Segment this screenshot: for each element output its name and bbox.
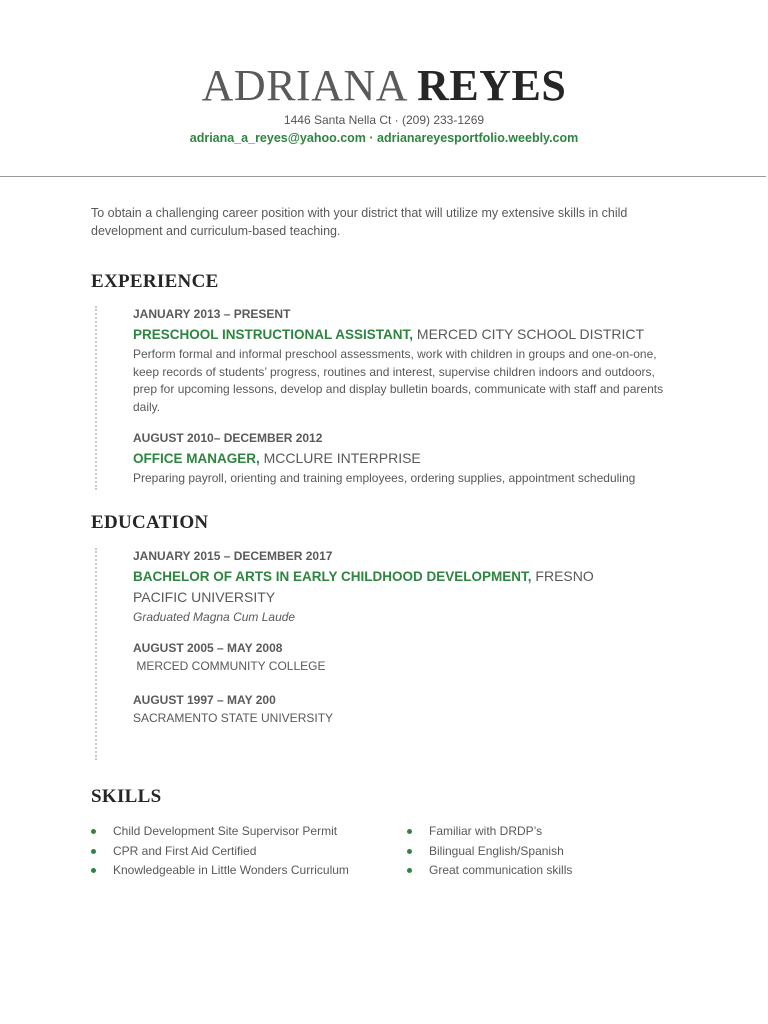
job-title: OFFICE MANAGER, xyxy=(133,451,260,466)
job-title: PRESCHOOL INSTRUCTIONAL ASSISTANT, xyxy=(133,327,414,342)
objective-statement: To obtain a challenging career position with your district that will utilize my extensive skills in child development and curriculum-based teaching. xyxy=(91,206,628,238)
education-entry xyxy=(133,548,633,624)
job-role xyxy=(133,324,678,345)
skill-item xyxy=(91,822,349,842)
bullet-icon xyxy=(91,868,96,873)
skill-item xyxy=(91,861,349,881)
school-name: SACRAMENTO STATE UNIVERSITY xyxy=(133,711,334,725)
school-name: MERCED COMMUNITY COLLEGE xyxy=(133,659,326,673)
job-employer: MCCLURE INTERPRISE xyxy=(263,450,421,466)
bullet-icon xyxy=(407,829,412,834)
education-degree xyxy=(133,566,633,607)
skills-list-right xyxy=(407,822,572,881)
bullet-icon xyxy=(91,829,96,834)
job-entry xyxy=(133,306,678,416)
skill-text: CPR and First Aid Certified xyxy=(113,843,257,858)
skill-text: Knowledgeable in Little Wonders Curriculum xyxy=(113,863,349,877)
skill-text: Great communication skills xyxy=(429,863,573,877)
experience-timeline xyxy=(95,306,97,490)
school-name: FRESNO PACIFIC UNIVERSITY xyxy=(133,568,594,605)
skills-heading: SKILLS xyxy=(91,786,162,807)
education-timeline xyxy=(95,548,97,760)
job-role xyxy=(133,448,678,469)
first-name: ADRIANA xyxy=(201,61,406,110)
bullet-icon xyxy=(407,849,412,854)
education-dates: AUGUST 2005 – MAY 2008 xyxy=(133,641,283,655)
job-entry xyxy=(133,430,678,488)
job-employer: MERCED CITY SCHOOL DISTRICT xyxy=(416,326,645,342)
skill-text: Bilingual English/Spanish xyxy=(429,843,564,858)
job-dates: JANUARY 2013 – PRESENT xyxy=(133,307,291,321)
education-heading: EDUCATION xyxy=(91,512,209,533)
address-phone: 1446 Santa Nella Ct · (209) 233-1269 xyxy=(283,113,485,127)
skill-item xyxy=(407,861,572,881)
skill-item xyxy=(407,822,572,842)
honors-note: Graduated Magna Cum Laude xyxy=(133,610,296,624)
skill-text: Child Development Site Supervisor Permit xyxy=(113,824,338,838)
job-description: Preparing payroll, orienting and training employees, ordering supplies, appointment scheduling xyxy=(133,471,636,485)
header-divider xyxy=(0,176,766,177)
bullet-icon xyxy=(91,849,96,854)
last-name: REYES xyxy=(417,61,567,110)
education-entry xyxy=(133,692,678,726)
skills-list-left xyxy=(91,822,349,881)
education-entry xyxy=(133,640,678,674)
candidate-name xyxy=(0,60,768,112)
skill-item xyxy=(407,842,572,862)
degree-title: BACHELOR OF ARTS IN EARLY CHILDHOOD DEVELOPMENT, xyxy=(133,569,532,584)
education-dates: JANUARY 2015 – DECEMBER 2017 xyxy=(133,549,333,563)
email-portfolio-links[interactable]: adriana_a_reyes@yahoo.com · adrianareyesportfolio.weebly.com xyxy=(189,131,579,145)
job-description: Perform formal and informal preschool assessments, work with children in groups and one-on-one, keep records of students’ progress, routines and interest, supervise children indoors and outdoors, prep for upcoming lessons, develop and display bulletin boards, communicate with staff and parents daily. xyxy=(133,347,664,414)
skill-text: Familiar with DRDP’s xyxy=(429,824,543,838)
resume-header xyxy=(0,60,768,147)
skill-item xyxy=(91,842,349,862)
bullet-icon xyxy=(407,868,412,873)
job-dates: AUGUST 2010– DECEMBER 2012 xyxy=(133,431,323,445)
education-dates: AUGUST 1997 – MAY 200 xyxy=(133,693,276,707)
experience-heading: EXPERIENCE xyxy=(91,271,219,292)
